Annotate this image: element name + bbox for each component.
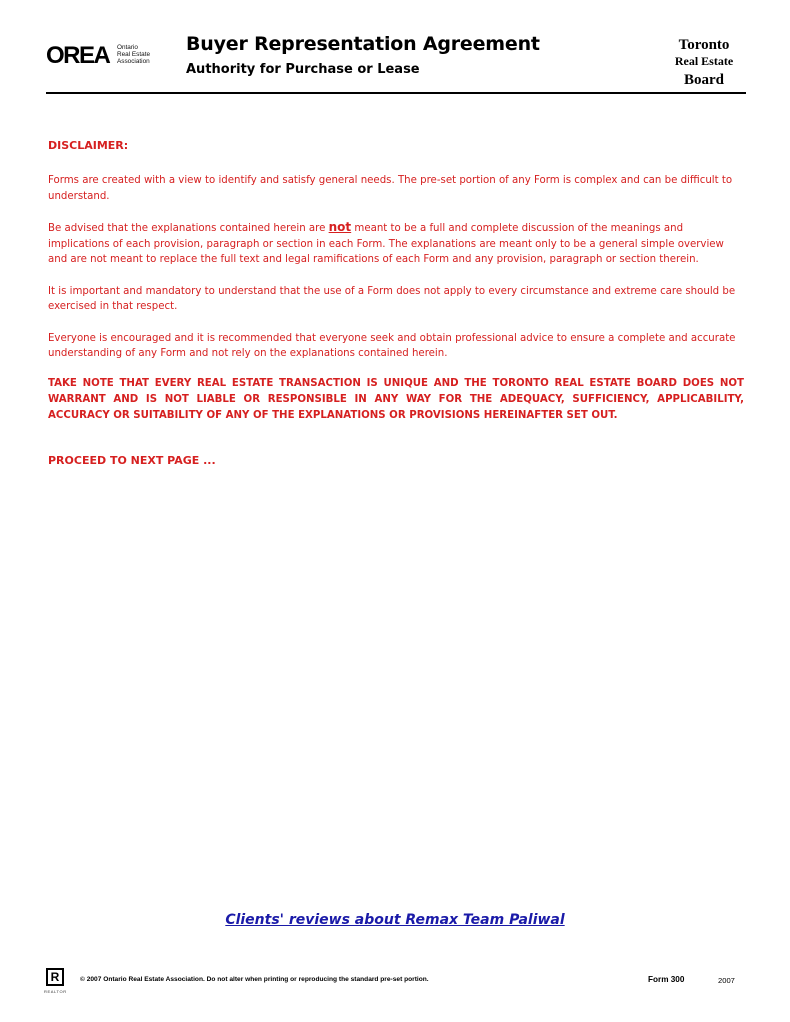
disclaimer-heading: DISCLAIMER: [48, 139, 129, 152]
orea-logo-mark: OREA [46, 42, 110, 69]
form-number: Form 300 [648, 975, 685, 984]
realtor-logo-icon: R [46, 968, 64, 986]
orea-logo-line: Ontario [117, 44, 138, 51]
disclaimer-paragraph: Forms are created with a view to identify and satisfy general needs. The pre-set portion of any Form is complex and can be difficult to understand. [48, 175, 733, 202]
copyright-notice: © 2007 Ontario Real Estate Association. Do not alter when printing or reproducing the standard pre-set portion. [80, 976, 429, 983]
orea-logo-caption [117, 44, 150, 66]
proceed-notice: PROCEED TO NEXT PAGE ... [48, 453, 216, 467]
disclaimer-paragraph: Everyone is encouraged and it is recommended that everyone seek and obtain professional advice to ensure a complete and accurate understanding of any Form and not rely on the explanations contained herein. [48, 332, 736, 359]
board-name [662, 36, 746, 90]
liability-warning: TAKE NOTE THAT EVERY REAL ESTATE TRANSACTION IS UNIQUE AND THE TORONTO REAL ESTATE BOARD DOES NOT WARRANT AND IS NOT LIABLE OR RESPONSIBLE IN ANY WAY FOR THE ADEQUACY, SUFFICIENCY, APPLICABILITY, ACCURACY OR SUITABILITY OF ANY OF THE EXPLANATIONS OR PROVISIONS HEREINAFTER SET OUT. [48, 377, 744, 421]
disclaimer-paragraph [48, 220, 744, 268]
board-name-line3: Board [683, 72, 724, 88]
emphasis-not: not [328, 220, 352, 234]
disclaimer-section [48, 139, 744, 479]
realtor-logo-caption: REALTOR [44, 989, 67, 994]
paragraph-text: Be advised that the explanations contained herein are [48, 223, 329, 234]
document-subtitle: Authority for Purchase or Lease [186, 62, 420, 77]
orea-logo [46, 42, 158, 70]
header-divider [46, 92, 746, 94]
document-header [0, 0, 790, 100]
client-reviews-link[interactable]: Clients' reviews about Remax Team Paliwal [225, 912, 565, 928]
document-title: Buyer Representation Agreement [186, 33, 540, 55]
board-name-line2: Real Estate [674, 54, 734, 68]
orea-logo-line: Association [117, 58, 150, 66]
paragraph-text: meant to be a full and complete discussion of the meanings and implications of each provision, paragraph or section in each Form. The explanations are meant only to be a general simple overview and are not meant to replace the full text and legal ramifications of each Form and any provision, paragraph or section therein. [48, 223, 724, 265]
board-name-line1: Toronto [678, 37, 730, 53]
orea-logo-line: Real Estate [117, 51, 151, 59]
disclaimer-paragraph: It is important and mandatory to understand that the use of a Form does not apply to every circumstance and extreme care should be exercised in that respect. [48, 285, 736, 312]
form-year: 2007 [718, 976, 735, 985]
